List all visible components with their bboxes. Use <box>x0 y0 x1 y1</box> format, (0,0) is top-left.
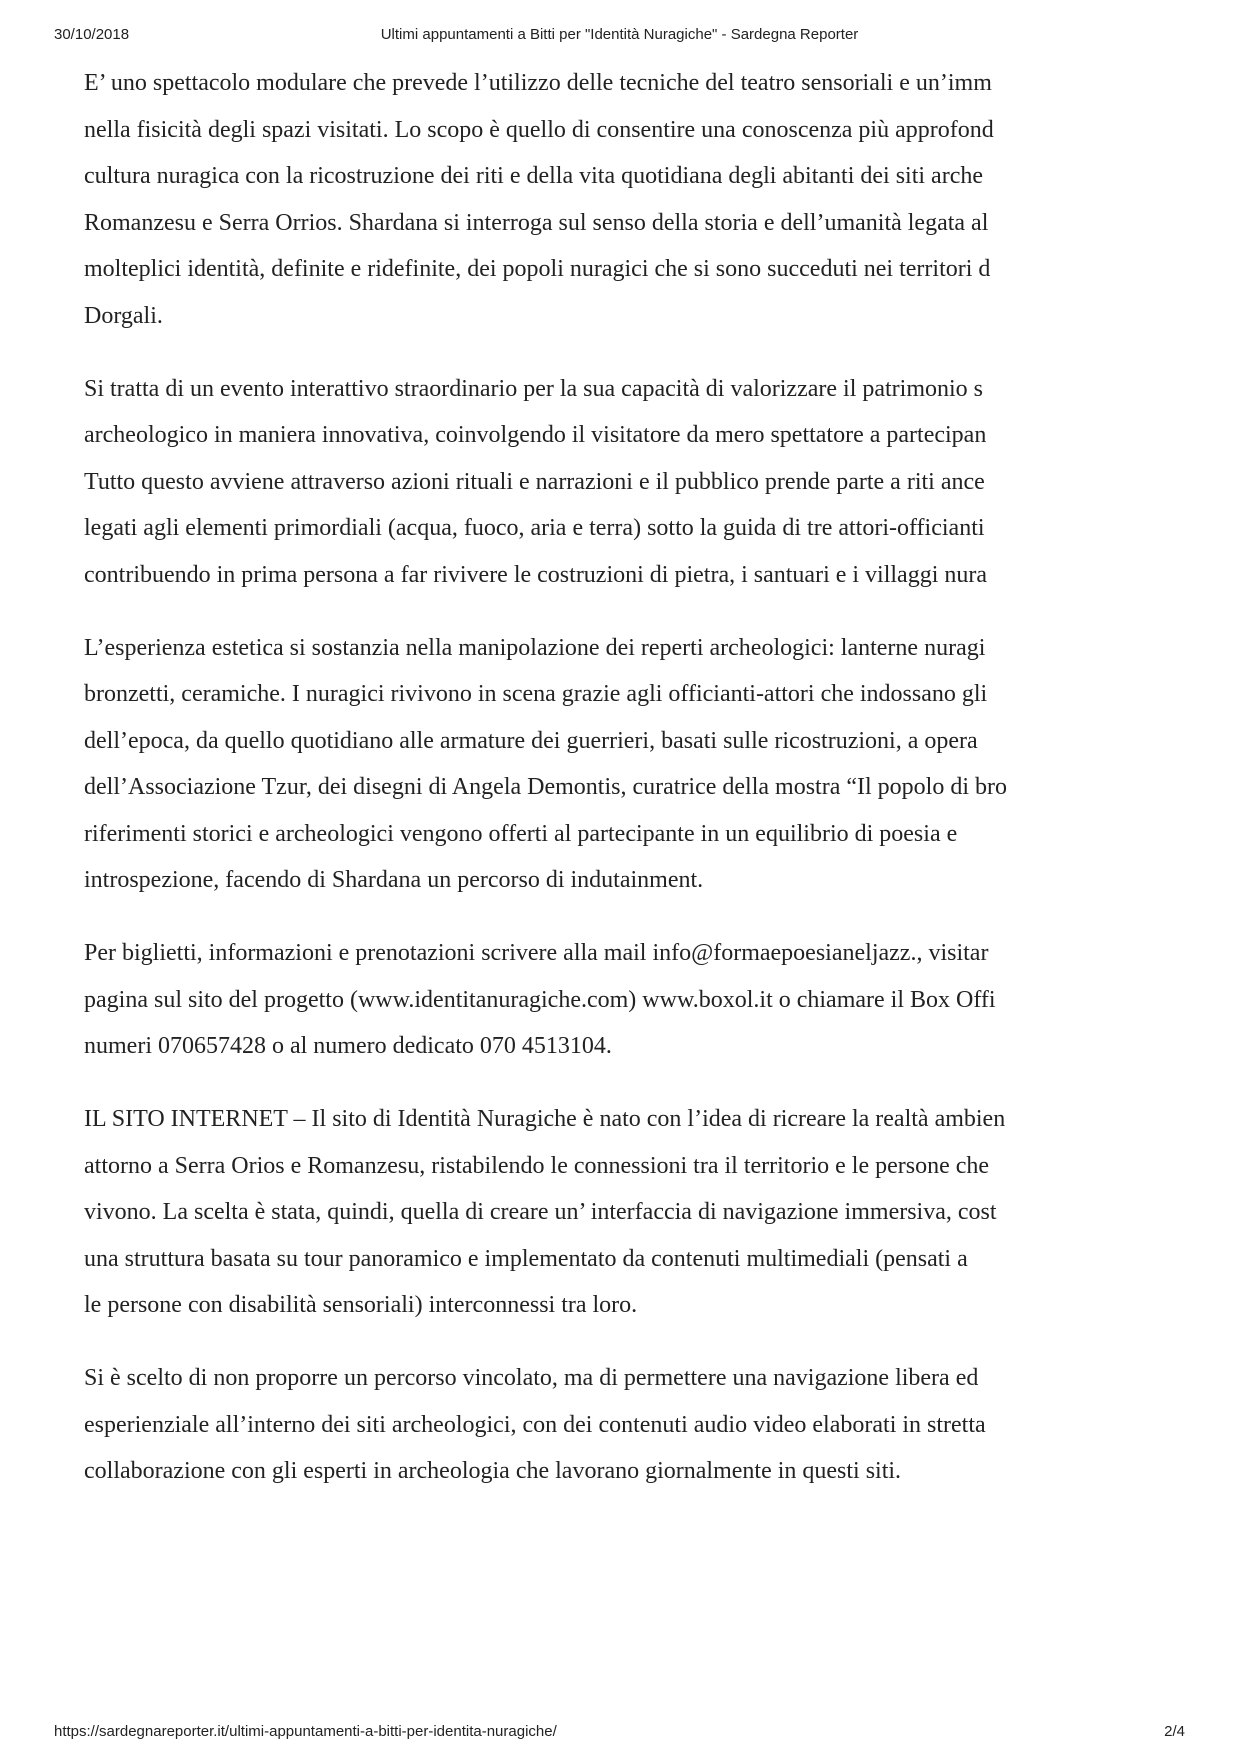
text-line: E’ uno spettacolo modulare che prevede l’utilizzo delle tecniche del teatro sensoriali e un’imm <box>84 70 992 96</box>
paragraph-5 <box>84 1096 1184 1329</box>
text-line: pagina sul sito del progetto (www.identitanuragiche.com) www.boxol.it o chiamare il Box Offi <box>84 986 996 1013</box>
text-line: vivono. La scelta è stata, quindi, quella di creare un’ interfaccia di navigazione immersiva, cost <box>84 1199 997 1225</box>
text-line: bronzetti, ceramiche. I nuragici rivivono in scena grazie agli officianti-attori che indossano gli <box>84 681 988 707</box>
text-line: Si è scelto di non proporre un percorso vincolato, ma di permettere una navigazione libera ed <box>84 1365 979 1391</box>
print-footer <box>54 1723 1185 1745</box>
text-line: dell’epoca, da quello quotidiano alle armature dei guerrieri, basati sulle ricostruzioni, a opera <box>84 727 978 754</box>
text-line: Si tratta di un evento interattivo straordinario per la sua capacità di valorizzare il patrimonio s <box>84 375 984 402</box>
page-url: https://sardegnareporter.it/ultimi-appuntamenti-a-bitti-per-identita-nuragiche/ <box>54 1723 557 1740</box>
text-line: contribuendo in prima persona a far rivivere le costruzioni di pietra, i santuari e i villaggi nura <box>84 561 988 588</box>
text-line: cultura nuragica con la ricostruzione dei riti e della vita quotidiana degli abitanti dei siti arche <box>84 163 983 189</box>
text-line: collaborazione con gli esperti in archeologia che lavorano giornalmente in questi siti. <box>84 1458 902 1484</box>
paragraph-3 <box>84 625 1184 904</box>
print-header <box>54 26 1185 50</box>
text-line: Per biglietti, informazioni e prenotazioni scrivere alla mail info@formaepoesianeljazz., visitar <box>84 940 989 966</box>
text-line: introspezione, facendo di Shardana un percorso di indutainment. <box>84 867 704 893</box>
text-line: attorno a Serra Orios e Romanzesu, ristabilendo le connessioni tra il territorio e le persone che <box>84 1152 990 1179</box>
page-number: 2/4 <box>1164 1723 1185 1740</box>
paragraph-2 <box>84 366 1184 599</box>
text-line: le persone con disabilità sensoriali) interconnessi tra loro. <box>84 1292 638 1318</box>
paragraph-4 <box>84 930 1184 1070</box>
text-line: una struttura basata su tour panoramico e implementato da contenuti multimediali (pensati a <box>84 1245 968 1272</box>
paragraph-6 <box>84 1355 1184 1495</box>
text-line: legati agli elementi primordiali (acqua, fuoco, aria e terra) sotto la guida di tre attori-officianti <box>84 515 985 541</box>
text-line: L’esperienza estetica si sostanzia nella manipolazione dei reperti archeologici: lanterne nuragi <box>84 634 986 661</box>
text-line: esperienziale all’interno dei siti archeologici, con dei contenuti audio video elaborati in stretta <box>84 1411 986 1438</box>
article-body <box>84 60 1184 1521</box>
text-line: archeologico in maniera innovativa, coinvolgendo il visitatore da mero spettatore a partecipan <box>84 422 987 448</box>
text-line: numeri 070657428 o al numero dedicato 070 4513104. <box>84 1033 612 1059</box>
text-line: Dorgali. <box>84 302 163 329</box>
print-date: 30/10/2018 <box>54 26 130 43</box>
paragraph-1 <box>84 60 1184 339</box>
text-line: dell’Associazione Tzur, dei disegni di Angela Demontis, curatrice della mostra “Il popolo di bro <box>84 774 1008 800</box>
text-line: molteplici identità, definite e ridefinite, dei popoli nuragici che si sono succeduti nei territori d <box>84 256 991 282</box>
text-line: riferimenti storici e archeologici vengono offerti al partecipante in un equilibrio di poesia e <box>84 820 958 847</box>
text-line: IL SITO INTERNET – Il sito di Identità Nuragiche è nato con l’idea di ricreare la realtà ambien <box>84 1106 1006 1132</box>
page-title: Ultimi appuntamenti a Bitti per "Identità Nuragiche" - Sardegna Reporter <box>380 26 859 43</box>
text-line: Tutto questo avviene attraverso azioni rituali e narrazioni e il pubblico prende parte a riti ance <box>84 468 985 495</box>
text-line: nella fisicità degli spazi visitati. Lo scopo è quello di consentire una conoscenza più approfond <box>84 116 994 143</box>
text-line: Romanzesu e Serra Orrios. Shardana si interroga sul senso della storia e dell’umanità legata al <box>84 209 989 236</box>
